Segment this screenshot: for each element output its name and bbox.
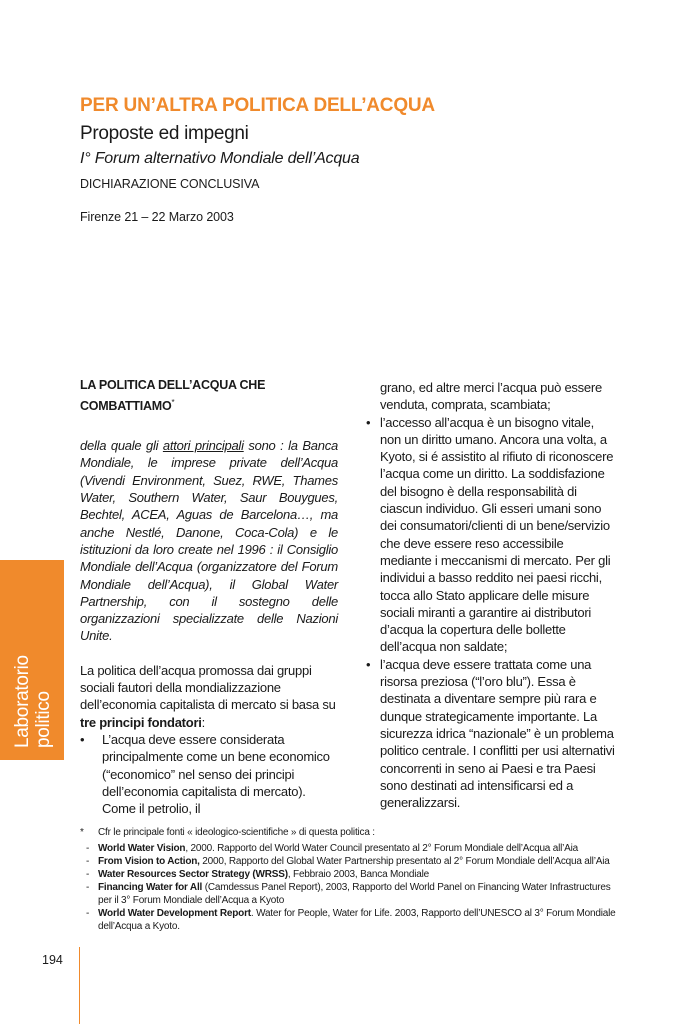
footnote-head-text: Cfr le principale fonti « ideologico-scientifiche » di questa politica : [98, 827, 375, 838]
principles-colon: : [201, 714, 205, 730]
footnote-text [98, 881, 620, 907]
footnote-marker: * [80, 827, 84, 838]
footnote-source-detail: (Camdessus Panel Report), 2003, Rapporto del World Panel on Financing Water Infrastructures per il 3° Forum Mondiale dell’Acqua a Kyoto [98, 882, 611, 906]
footnote-head [80, 826, 620, 839]
right-column [366, 379, 616, 811]
footnote-dash: - [86, 843, 90, 854]
footnote-dash: - [86, 869, 90, 880]
page-divider [79, 947, 80, 1024]
left-column [80, 376, 338, 817]
footnote-marker: * [171, 398, 175, 407]
footnote-item [80, 855, 620, 868]
principle-1-continuation [366, 379, 616, 414]
section-heading [80, 376, 338, 415]
footnotes [80, 826, 620, 933]
principles-bold: tre principi fondatori [80, 714, 202, 730]
principle-2-text: l’accesso all’acqua è un bisogno vitale, non un diritto umano. Ancora una volta, a Kyoto, si é assistito al rifiuto di riconoscere l’acqua come un diritto. La soddisfazione del bisogno è della responsabilità di ciascun individuo. Gli esseri umani sono dei consumatori/clienti di un bene/servizio che deve essere reso accessibile mediante i meccanismi di mercato. Per gli individui a basso reddito nei paesi ricchi, tocca allo Stato applicare delle misure sociali miranti a garantire ai distributori d’acqua la copertura delle bollette dell’acqua non saldate; [380, 414, 614, 655]
page-number: 194 [42, 953, 63, 967]
footnote-dash: - [86, 908, 90, 919]
footnote-source-detail: 2000, Rapporto del Global Water Partnership presentato al 2° Forum Mondiale dell’Acqua all’Aia [199, 856, 610, 867]
side-tab-line-2: politico [33, 691, 54, 748]
document-title: PER UN’ALTRA POLITICA DELL’ACQUA [80, 95, 435, 116]
event-date: Firenze 21 – 22 Marzo 2003 [80, 210, 234, 224]
footnote-source-title: World Water Vision [98, 843, 186, 854]
bullet-icon: • [80, 731, 85, 747]
footnote-source-detail: , 2000. Rapporto del World Water Council presentato al 2° Forum Mondiale dell’Acqua all’Aia [185, 843, 579, 854]
footnote-text [98, 842, 620, 855]
principles-text: La politica dell’acqua promossa dai gruppi sociali fautori della mondializzazione dell’economia capitalista di mercato si basa su [80, 662, 336, 713]
forum-name: I° Forum alternativo Mondiale dell’Acqua [80, 150, 360, 167]
section-heading-text: LA POLITICA DELL’ACQUA CHE COMBATTIAMO [80, 378, 266, 414]
intro-start: della quale gli [80, 438, 163, 454]
principles-paragraph [80, 662, 338, 731]
intro-underlined: attori principali [162, 438, 244, 454]
footnote-item [80, 868, 620, 881]
footnote-item [80, 881, 620, 907]
principle-bullet-1 [80, 731, 338, 817]
side-tab-line-1: Laboratorio [12, 655, 33, 748]
declaration-label: DICHIARAZIONE CONCLUSIVA [80, 177, 260, 191]
footnote-source-title: Financing Water for All [98, 882, 203, 893]
side-tab-label [12, 655, 54, 748]
document-subtitle: Proposte ed impegni [80, 123, 249, 144]
footnote-source-title: From Vision to Action, [98, 856, 200, 867]
principle-3-text: l’acqua deve essere trattata come una risorsa preziosa (“l’oro blu”). Essa è destinata a diventare sempre più rara e dunque strategicamente importante. La sicurezza idrica “nazionale” è un problema politico centrale. I conflitti per usi alternativi concorrenti in seno ai Paesi e tra Paesi sono destinati ad intensificarsi ed a generalizzarsi. [380, 656, 615, 811]
footnote-item [80, 842, 620, 855]
principle-1-text-cont: grano, ed altre merci l’acqua può essere venduta, comprata, scambiata; [380, 380, 602, 413]
intro-paragraph [80, 437, 338, 645]
footnote-text [98, 868, 620, 881]
footnote-item [80, 907, 620, 933]
footnote-source-title: Water Resources Sector Strategy (WRSS) [98, 869, 288, 880]
footnote-dash: - [86, 856, 90, 867]
principle-bullet-3 [366, 656, 616, 812]
principle-1-text: L’acqua deve essere considerata principalmente come un bene economico (“economico” nel senso dei principi dell’economia capitalista di mercato). Come il petrolio, il [102, 731, 330, 817]
bullet-icon: • [366, 414, 371, 430]
intro-rest: sono : la Banca Mondiale, le imprese private dell’Acqua (Vivendi Environment, Suez, RWE, Thames Water, Southern Water, Saur Bouygues, Bechtel, ACEA, Aguas de Barcelona…, ma anche Nestlé, Danone, Coca-Cola) e le istituzioni da loro create nel 1996 : il Consiglio Mondiale dell’Acqua (organizzatore del Forum Mondiale dell’Acqua), il Global Water Partnership, con il sostegno delle organizzazioni specializzate delle Nazioni Unite. [80, 438, 338, 644]
principle-bullet-2 [366, 414, 616, 656]
footnote-source-title: World Water Development Report [98, 908, 251, 919]
bullet-icon: • [366, 656, 371, 672]
footnote-text [98, 855, 620, 868]
footnote-dash: - [86, 882, 90, 893]
footnote-source-detail: . Water for People, Water for Life. 2003, Rapporto dell’UNESCO al 3° Forum Mondiale dell’Acqua a Kyoto. [98, 908, 616, 932]
footnote-source-detail: , Febbraio 2003, Banca Mondiale [287, 869, 429, 880]
footnote-text [98, 907, 620, 933]
